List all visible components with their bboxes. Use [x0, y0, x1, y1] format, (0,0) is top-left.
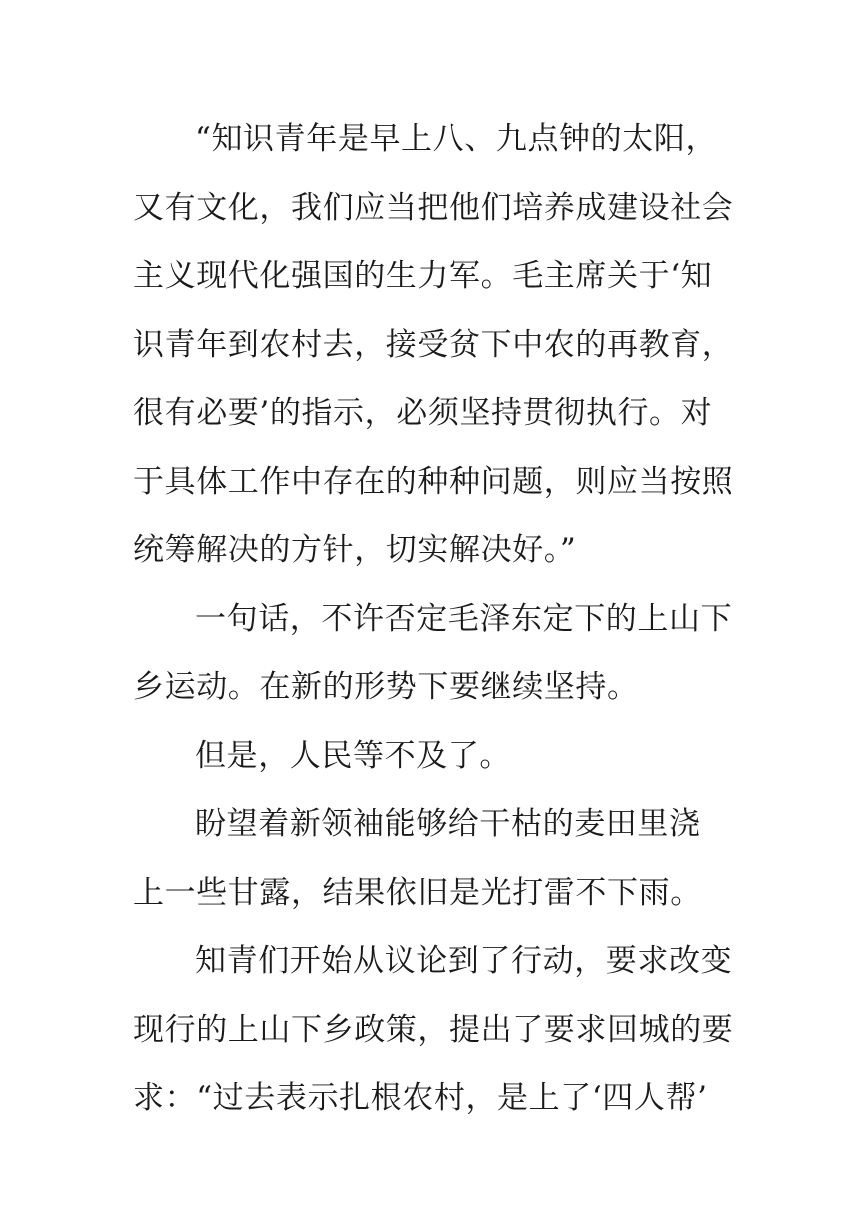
- text-line: 于具体工作中存在的种种问题，则应当按照: [133, 463, 734, 500]
- text-line: 求：“过去表示扎根农村，是上了‘四人帮’: [133, 1080, 708, 1116]
- text-line: “知识青年是早上八、九点钟的太阳，: [195, 121, 718, 157]
- text-line: 识青年到农村去，接受贫下中农的再教育，: [133, 326, 734, 363]
- text-line: 主义现代化强国的生力军。毛主席关于‘知: [133, 258, 713, 294]
- text-line: 一句话，不许否定毛泽东定下的上山下: [195, 600, 733, 637]
- document-body: [133, 105, 733, 1133]
- text-line: 又有文化，我们应当把他们培养成建设社会: [133, 189, 734, 226]
- text-line: 统筹解决的方针，切实解决好。”: [133, 532, 577, 568]
- text-line: 很有必要’的指示，必须坚持贯彻执行。对: [133, 395, 713, 431]
- text-line: 但是，人民等不及了。: [195, 737, 511, 774]
- text-line: 上一些甘露，结果依旧是光打雷不下雨。: [133, 874, 702, 911]
- text-line: 盼望着新领袖能够给干枯的麦田里浇: [195, 806, 701, 842]
- text-line: 乡运动。在新的形势下要继续坚持。: [133, 669, 639, 705]
- text-line: 现行的上山下乡政策，提出了要求回城的要: [133, 1011, 734, 1048]
- text-line: 知青们开始从议论到了行动，要求改变: [195, 943, 733, 979]
